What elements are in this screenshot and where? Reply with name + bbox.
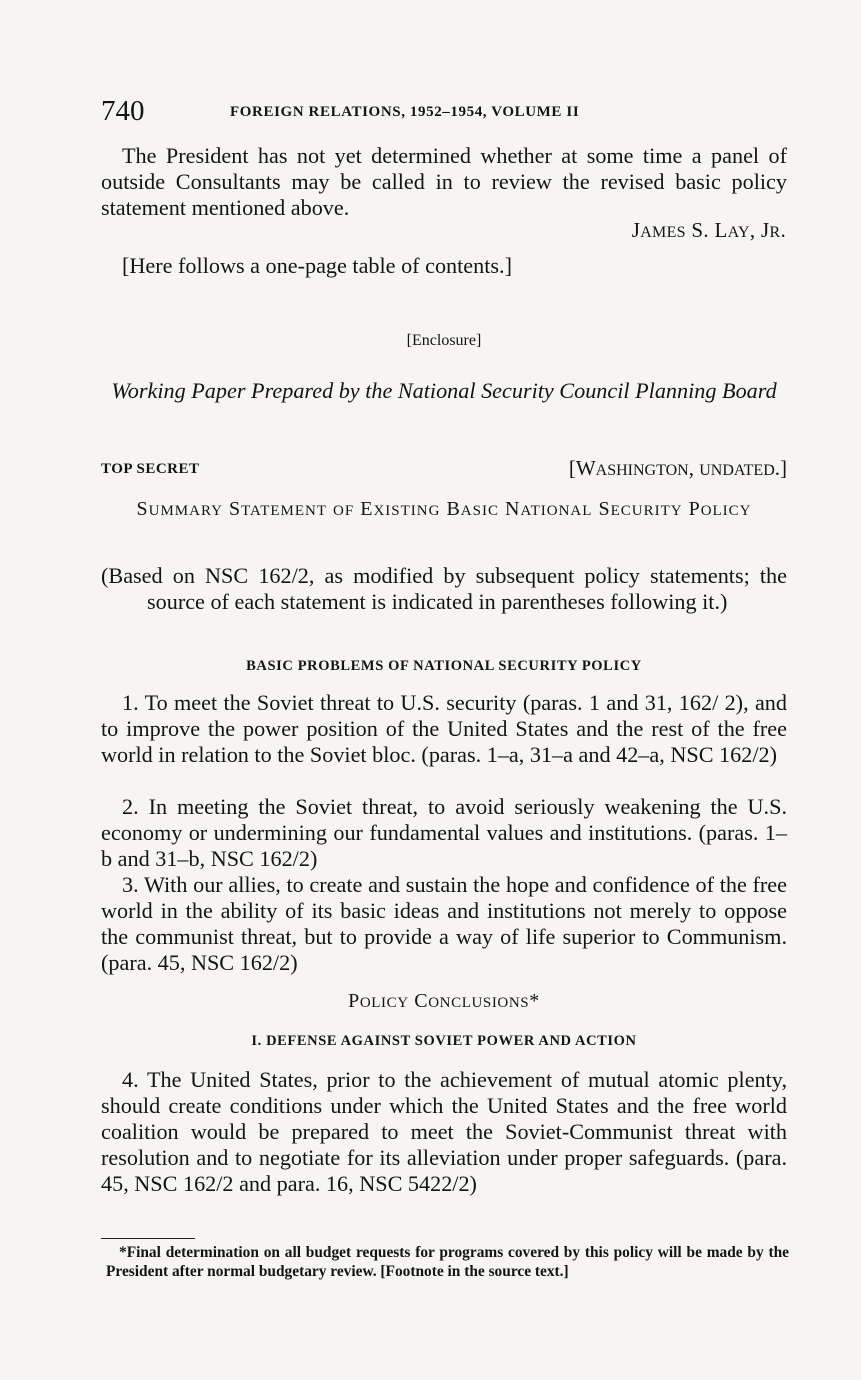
paragraph-3: 3. With our allies, to create and sustain the hope and confidence of the free world in the ability of its basic ideas and institutions not merely to oppose the communist threat, but to provide a way of life superior to Communism. (para. 45, NSC 162/2) (101, 872, 787, 975)
basis-note: (Based on NSC 162/2, as modified by subsequent policy statements; the source of each statement is indicated in parentheses following it.) (101, 563, 787, 614)
policy-conclusions-heading: POLICY CONCLUSIONS* (348, 990, 540, 1012)
running-head: FOREIGN RELATIONS, 1952–1954, VOLUME II (230, 104, 580, 120)
document-title: Working Paper Prepared by the National Security Council Planning Board (111, 378, 777, 403)
summary-heading: SUMMARY STATEMENT OF EXISTING BASIC NATIONAL SECURITY POLICY (136, 498, 752, 520)
dateline: [WASHINGTON, UNDATED.] (568, 456, 787, 480)
paragraph-2: 2. In meeting the Soviet threat, to avoid seriously weakening the U.S. economy or undermining our fundamental values and institutions. (paras. 1–b and 31–b, NSC 162/2) (101, 794, 787, 871)
enclosure-label: [Enclosure] (406, 332, 482, 349)
intro-paragraph: The President has not yet determined whether at some time a panel of outside Consultants may be called in to review the revised basic policy statement mentioned above. (101, 143, 787, 220)
footnote-divider (101, 1238, 195, 1239)
paragraph-4: 4. The United States, prior to the achievement of mutual atomic plenty, should create conditions under which the United States and the free world coalition would be prepared to meet the Soviet-Communist threat with resolution and to negotiate for its alleviation under proper safeguards. (para. 45, NSC 162/2 and para. 16, NSC 5422/2) (101, 1067, 787, 1196)
classification-row (101, 455, 787, 483)
page-number: 740 (101, 95, 145, 127)
footnote: *Final determination on all budget requests for programs covered by this policy will be made by the President after normal budgetary review. [Footnote in the source text.] (106, 1244, 789, 1280)
page-header (101, 94, 791, 128)
signature: JAMES S. LAY, JR. (631, 218, 786, 242)
classification-marking: TOP SECRET (101, 461, 200, 477)
defense-heading: I. DEFENSE AGAINST SOVIET POWER AND ACTION (251, 1033, 637, 1049)
paragraph-1: 1. To meet the Soviet threat to U.S. security (paras. 1 and 31, 162/ 2), and to improve the power position of the United States and the rest of the free world in relation to the Soviet bloc. (paras. 1–a, 31–a and 42–a, NSC 162/2) (101, 690, 787, 767)
table-of-contents-note: [Here follows a one-page table of contents.] (122, 253, 512, 278)
basic-problems-heading: BASIC PROBLEMS OF NATIONAL SECURITY POLICY (246, 658, 642, 674)
